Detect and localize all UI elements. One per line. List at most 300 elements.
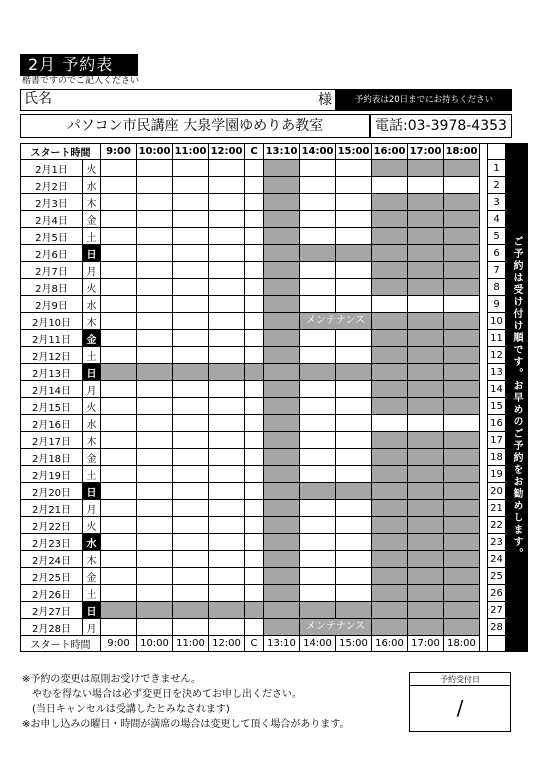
date-cell: 2月10日	[21, 313, 83, 330]
available-slot[interactable]	[300, 279, 336, 296]
weekday-cell: 月	[83, 500, 101, 517]
available-slot[interactable]	[372, 415, 408, 432]
available-slot[interactable]	[372, 296, 408, 313]
time-footer: 15:00	[336, 636, 372, 652]
table-row	[21, 619, 528, 636]
available-slot[interactable]	[300, 296, 336, 313]
weekday-cell: 月	[83, 381, 101, 398]
unavailable-slot	[372, 279, 408, 296]
date-cell: 2月20日	[21, 483, 83, 500]
available-slot[interactable]	[137, 483, 173, 500]
table-row	[21, 517, 528, 534]
available-slot[interactable]	[300, 194, 336, 211]
available-slot[interactable]	[300, 466, 336, 483]
unavailable-slot	[408, 347, 444, 364]
available-slot[interactable]	[101, 568, 137, 585]
available-slot[interactable]	[336, 568, 372, 585]
available-slot[interactable]	[137, 551, 173, 568]
available-slot[interactable]	[300, 398, 336, 415]
available-slot[interactable]	[101, 313, 137, 330]
available-slot[interactable]	[300, 330, 336, 347]
available-slot[interactable]	[173, 228, 209, 245]
remarks	[22, 672, 350, 732]
available-slot[interactable]	[101, 347, 137, 364]
row-number: 17	[488, 432, 506, 449]
available-slot[interactable]	[336, 551, 372, 568]
time-header: 13:10	[264, 144, 300, 160]
table-row	[21, 177, 528, 194]
available-slot[interactable]	[300, 262, 336, 279]
unavailable-slot	[408, 381, 444, 398]
available-slot[interactable]	[336, 398, 372, 415]
num-header-blank	[488, 144, 506, 160]
available-slot[interactable]	[173, 466, 209, 483]
available-slot[interactable]	[101, 415, 137, 432]
weekday-cell: 月	[83, 619, 101, 636]
available-slot[interactable]	[336, 296, 372, 313]
available-slot[interactable]	[336, 160, 372, 177]
available-slot[interactable]	[336, 177, 372, 194]
available-slot[interactable]	[336, 330, 372, 347]
remark-line: ※予約の変更は原則お受けできません。	[22, 674, 201, 685]
available-slot[interactable]	[245, 177, 264, 194]
unavailable-slot	[372, 211, 408, 228]
available-slot[interactable]	[336, 228, 372, 245]
date-cell: 2月6日	[21, 245, 83, 262]
available-slot[interactable]	[173, 262, 209, 279]
available-slot[interactable]	[173, 500, 209, 517]
available-slot[interactable]	[209, 415, 245, 432]
available-slot[interactable]	[137, 432, 173, 449]
unavailable-slot	[336, 364, 372, 381]
unavailable-slot	[137, 602, 173, 619]
available-slot[interactable]	[209, 398, 245, 415]
available-slot[interactable]	[137, 619, 173, 636]
receipt-date-field[interactable]: /	[456, 696, 464, 720]
start-time-footer: スタート時間	[21, 636, 101, 652]
available-slot[interactable]	[137, 585, 173, 602]
unavailable-slot	[264, 211, 300, 228]
available-slot[interactable]	[101, 177, 137, 194]
available-slot[interactable]	[209, 211, 245, 228]
row-number: 12	[488, 347, 506, 364]
available-slot[interactable]	[137, 568, 173, 585]
unavailable-slot	[444, 364, 480, 381]
available-slot[interactable]	[300, 177, 336, 194]
available-slot[interactable]	[137, 330, 173, 347]
row-number: 2	[488, 177, 506, 194]
available-slot[interactable]	[101, 483, 137, 500]
available-slot[interactable]	[245, 619, 264, 636]
available-slot[interactable]	[101, 534, 137, 551]
available-slot[interactable]	[300, 381, 336, 398]
table-row	[21, 381, 528, 398]
row-number: 27	[488, 602, 506, 619]
unavailable-slot	[209, 602, 245, 619]
available-slot[interactable]	[137, 534, 173, 551]
available-slot[interactable]	[336, 415, 372, 432]
available-slot[interactable]	[336, 262, 372, 279]
available-slot[interactable]	[245, 262, 264, 279]
available-slot[interactable]	[444, 296, 480, 313]
available-slot[interactable]	[173, 432, 209, 449]
available-slot[interactable]	[173, 585, 209, 602]
available-slot[interactable]	[173, 279, 209, 296]
table-row	[21, 160, 528, 177]
unavailable-slot	[408, 262, 444, 279]
weekday-cell: 月	[83, 262, 101, 279]
available-slot[interactable]	[101, 262, 137, 279]
table-row	[21, 262, 528, 279]
row-number: 25	[488, 568, 506, 585]
available-slot[interactable]	[336, 279, 372, 296]
available-slot[interactable]	[209, 432, 245, 449]
available-slot[interactable]	[300, 432, 336, 449]
available-slot[interactable]	[300, 211, 336, 228]
available-slot[interactable]	[245, 296, 264, 313]
available-slot[interactable]	[173, 347, 209, 364]
available-slot[interactable]	[101, 194, 137, 211]
unavailable-slot	[372, 194, 408, 211]
available-slot[interactable]	[137, 313, 173, 330]
maintenance-label: メンテナンス	[300, 313, 372, 330]
available-slot[interactable]	[209, 483, 245, 500]
available-slot[interactable]	[245, 500, 264, 517]
table-row	[21, 415, 528, 432]
available-slot[interactable]	[101, 296, 137, 313]
available-slot[interactable]	[101, 160, 137, 177]
table-row	[21, 313, 528, 330]
available-slot[interactable]	[209, 534, 245, 551]
unavailable-slot	[408, 500, 444, 517]
date-cell: 2月24日	[21, 551, 83, 568]
available-slot[interactable]	[336, 381, 372, 398]
available-slot[interactable]	[137, 160, 173, 177]
available-slot[interactable]	[209, 313, 245, 330]
weekday-cell: 水	[83, 296, 101, 313]
maintenance-label: メンテナンス	[300, 619, 372, 636]
unavailable-slot	[209, 364, 245, 381]
sidebar-message: ご予約は受け付け順です。お早めのご予約をお勧めします。	[506, 144, 528, 652]
available-slot[interactable]	[173, 245, 209, 262]
available-slot[interactable]	[173, 313, 209, 330]
available-slot[interactable]	[137, 279, 173, 296]
available-slot[interactable]	[209, 466, 245, 483]
available-slot[interactable]	[300, 517, 336, 534]
row-number: 15	[488, 398, 506, 415]
available-slot[interactable]	[173, 415, 209, 432]
available-slot[interactable]	[245, 211, 264, 228]
available-slot[interactable]	[245, 483, 264, 500]
unavailable-slot	[372, 517, 408, 534]
date-cell: 2月17日	[21, 432, 83, 449]
available-slot[interactable]	[245, 347, 264, 364]
table-row	[21, 296, 528, 313]
available-slot[interactable]	[137, 500, 173, 517]
available-slot[interactable]	[137, 449, 173, 466]
unavailable-slot	[444, 398, 480, 415]
unavailable-slot	[372, 449, 408, 466]
available-slot[interactable]	[101, 517, 137, 534]
available-slot[interactable]	[300, 449, 336, 466]
unavailable-slot	[444, 313, 480, 330]
row-number: 4	[488, 211, 506, 228]
unavailable-slot	[264, 279, 300, 296]
weekday-cell: 日	[83, 364, 101, 381]
available-slot[interactable]	[209, 279, 245, 296]
time-header: 16:00	[372, 144, 408, 160]
available-slot[interactable]	[336, 500, 372, 517]
unavailable-slot	[173, 602, 209, 619]
unavailable-slot	[372, 500, 408, 517]
unavailable-slot	[264, 364, 300, 381]
available-slot[interactable]	[245, 551, 264, 568]
available-slot[interactable]	[101, 228, 137, 245]
available-slot[interactable]	[173, 330, 209, 347]
available-slot[interactable]	[173, 551, 209, 568]
available-slot[interactable]	[245, 568, 264, 585]
available-slot[interactable]	[300, 228, 336, 245]
available-slot[interactable]	[245, 313, 264, 330]
weekday-cell: 木	[83, 551, 101, 568]
available-slot[interactable]	[173, 296, 209, 313]
available-slot[interactable]	[245, 279, 264, 296]
available-slot[interactable]	[209, 347, 245, 364]
unavailable-slot	[372, 432, 408, 449]
row-number: 19	[488, 466, 506, 483]
available-slot[interactable]	[209, 245, 245, 262]
row-number: 11	[488, 330, 506, 347]
available-slot[interactable]	[101, 585, 137, 602]
available-slot[interactable]	[101, 500, 137, 517]
available-slot[interactable]	[245, 245, 264, 262]
available-slot[interactable]	[372, 177, 408, 194]
available-slot[interactable]	[336, 194, 372, 211]
time-header: 15:00	[336, 144, 372, 160]
available-slot[interactable]	[173, 160, 209, 177]
unavailable-slot	[408, 313, 444, 330]
weekday-cell: 土	[83, 585, 101, 602]
available-slot[interactable]	[444, 415, 480, 432]
available-slot[interactable]	[101, 449, 137, 466]
unavailable-slot	[444, 517, 480, 534]
available-slot[interactable]	[137, 398, 173, 415]
unavailable-slot	[101, 364, 137, 381]
unavailable-slot	[408, 364, 444, 381]
available-slot[interactable]	[137, 228, 173, 245]
available-slot[interactable]	[300, 534, 336, 551]
available-slot[interactable]	[137, 177, 173, 194]
available-slot[interactable]	[101, 245, 137, 262]
available-slot[interactable]	[173, 534, 209, 551]
available-slot[interactable]	[173, 194, 209, 211]
deadline-banner: 予約表は20日までにお持ちください	[336, 89, 512, 111]
weekday-cell: 水	[83, 177, 101, 194]
unavailable-slot	[444, 483, 480, 500]
gap	[480, 144, 488, 652]
available-slot[interactable]	[101, 551, 137, 568]
unavailable-slot	[264, 296, 300, 313]
date-cell: 2月14日	[21, 381, 83, 398]
available-slot[interactable]	[300, 415, 336, 432]
weekday-cell: 火	[83, 160, 101, 177]
available-slot[interactable]	[245, 330, 264, 347]
available-slot[interactable]	[101, 432, 137, 449]
unavailable-slot	[264, 534, 300, 551]
available-slot[interactable]	[101, 381, 137, 398]
available-slot[interactable]	[336, 585, 372, 602]
available-slot[interactable]	[137, 466, 173, 483]
available-slot[interactable]	[209, 194, 245, 211]
available-slot[interactable]	[101, 398, 137, 415]
unavailable-slot	[408, 228, 444, 245]
unavailable-slot	[408, 211, 444, 228]
available-slot[interactable]	[209, 381, 245, 398]
available-slot[interactable]	[300, 347, 336, 364]
date-cell: 2月8日	[21, 279, 83, 296]
date-cell: 2月2日	[21, 177, 83, 194]
receipt-date-box[interactable]	[409, 672, 511, 732]
available-slot[interactable]	[245, 381, 264, 398]
num-footer-blank	[488, 636, 506, 652]
available-slot[interactable]	[245, 160, 264, 177]
unavailable-slot	[336, 245, 372, 262]
available-slot[interactable]	[209, 500, 245, 517]
row-number: 5	[488, 228, 506, 245]
available-slot[interactable]	[245, 517, 264, 534]
available-slot[interactable]	[137, 245, 173, 262]
available-slot[interactable]	[245, 449, 264, 466]
time-header: 12:00	[209, 144, 245, 160]
available-slot[interactable]	[300, 500, 336, 517]
row-number: 26	[488, 585, 506, 602]
available-slot[interactable]	[173, 449, 209, 466]
unavailable-slot	[444, 432, 480, 449]
available-slot[interactable]	[408, 415, 444, 432]
available-slot[interactable]	[300, 585, 336, 602]
phone-number: 電話:03-3978-4353	[370, 114, 512, 138]
available-slot[interactable]	[137, 415, 173, 432]
available-slot[interactable]	[336, 449, 372, 466]
available-slot[interactable]	[137, 262, 173, 279]
available-slot[interactable]	[209, 296, 245, 313]
date-cell: 2月23日	[21, 534, 83, 551]
available-slot[interactable]	[173, 517, 209, 534]
available-slot[interactable]	[336, 466, 372, 483]
table-row	[21, 228, 528, 245]
available-slot[interactable]	[137, 194, 173, 211]
available-slot[interactable]	[336, 517, 372, 534]
available-slot[interactable]	[209, 517, 245, 534]
available-slot[interactable]	[173, 211, 209, 228]
available-slot[interactable]	[209, 449, 245, 466]
unavailable-slot	[372, 381, 408, 398]
date-cell: 2月3日	[21, 194, 83, 211]
available-slot[interactable]	[209, 160, 245, 177]
available-slot[interactable]	[101, 279, 137, 296]
available-slot[interactable]	[209, 177, 245, 194]
date-cell: 2月15日	[21, 398, 83, 415]
unavailable-slot	[372, 245, 408, 262]
time-footer: 12:00	[209, 636, 245, 652]
available-slot[interactable]	[173, 177, 209, 194]
available-slot[interactable]	[101, 330, 137, 347]
unavailable-slot	[264, 619, 300, 636]
available-slot[interactable]	[101, 211, 137, 228]
available-slot[interactable]	[209, 619, 245, 636]
available-slot[interactable]	[336, 534, 372, 551]
available-slot[interactable]	[209, 262, 245, 279]
unavailable-slot	[101, 602, 137, 619]
unavailable-slot	[372, 347, 408, 364]
available-slot[interactable]	[300, 551, 336, 568]
available-slot[interactable]	[245, 398, 264, 415]
available-slot[interactable]	[245, 194, 264, 211]
unavailable-slot	[408, 398, 444, 415]
available-slot[interactable]	[209, 551, 245, 568]
table-row	[21, 449, 528, 466]
available-slot[interactable]	[137, 517, 173, 534]
available-slot[interactable]	[209, 585, 245, 602]
date-cell: 2月16日	[21, 415, 83, 432]
unavailable-slot	[444, 194, 480, 211]
unavailable-slot	[264, 483, 300, 500]
available-slot[interactable]	[408, 296, 444, 313]
available-slot[interactable]	[245, 585, 264, 602]
available-slot[interactable]	[101, 466, 137, 483]
available-slot[interactable]	[245, 228, 264, 245]
available-slot[interactable]	[173, 568, 209, 585]
unavailable-slot	[408, 466, 444, 483]
time-footer: 9:00	[101, 636, 137, 652]
unavailable-slot	[372, 330, 408, 347]
available-slot[interactable]	[245, 534, 264, 551]
unavailable-slot	[264, 415, 300, 432]
available-slot[interactable]	[173, 398, 209, 415]
unavailable-slot	[372, 313, 408, 330]
date-cell: 2月11日	[21, 330, 83, 347]
time-header: 10:00	[137, 144, 173, 160]
unavailable-slot	[264, 466, 300, 483]
available-slot[interactable]	[336, 432, 372, 449]
available-slot[interactable]	[245, 466, 264, 483]
available-slot[interactable]	[173, 381, 209, 398]
available-slot[interactable]	[408, 177, 444, 194]
available-slot[interactable]	[209, 228, 245, 245]
time-header: 18:00	[444, 144, 480, 160]
date-cell: 2月25日	[21, 568, 83, 585]
available-slot[interactable]	[173, 619, 209, 636]
available-slot[interactable]	[101, 619, 137, 636]
available-slot[interactable]	[336, 211, 372, 228]
unavailable-slot	[444, 568, 480, 585]
available-slot[interactable]	[209, 568, 245, 585]
available-slot[interactable]	[173, 483, 209, 500]
available-slot[interactable]	[245, 415, 264, 432]
available-slot[interactable]	[444, 177, 480, 194]
available-slot[interactable]	[209, 330, 245, 347]
available-slot[interactable]	[245, 432, 264, 449]
available-slot[interactable]	[336, 347, 372, 364]
available-slot[interactable]	[300, 160, 336, 177]
available-slot[interactable]	[137, 381, 173, 398]
weekday-cell: 水	[83, 415, 101, 432]
available-slot[interactable]	[137, 347, 173, 364]
available-slot[interactable]	[137, 211, 173, 228]
available-slot[interactable]	[137, 296, 173, 313]
available-slot[interactable]	[300, 568, 336, 585]
name-field[interactable]	[20, 89, 336, 111]
